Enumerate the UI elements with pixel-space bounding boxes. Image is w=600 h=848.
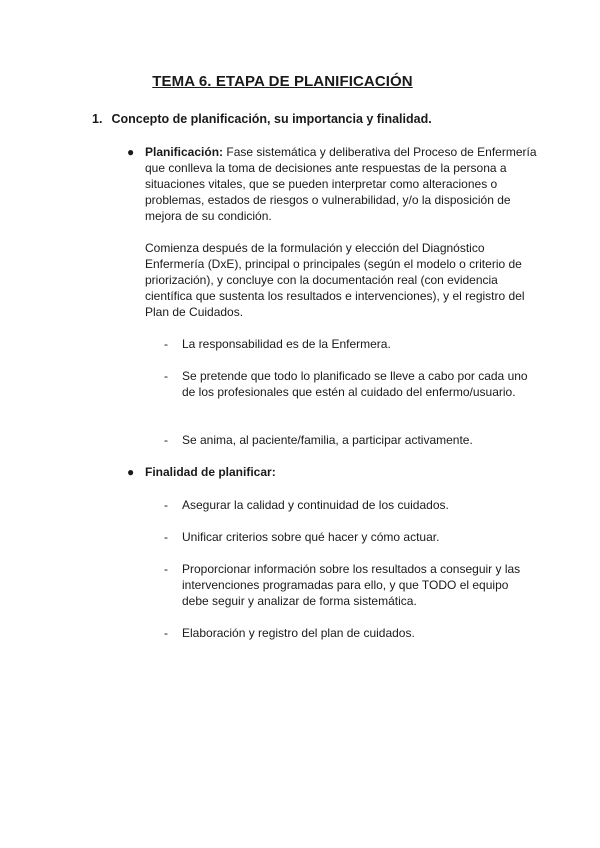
list-item: Se anima, al paciente/familia, a participar activamente. <box>182 433 473 447</box>
planificacion-term: Planificación: <box>145 145 224 159</box>
list-item: La responsabilidad es de la Enfermera. <box>182 337 391 351</box>
finalidad-heading: Finalidad de planificar: <box>145 465 276 479</box>
list-item: Asegurar la calidad y continuidad de los cuidados. <box>182 498 449 512</box>
dash-marker: - <box>164 626 168 640</box>
planificacion-definition-text: Fase sistemática y deliberativa del Proceso de Enfermería que conlleva la toma de decisiones ante respuestas de la persona a situaciones vitales, que se pueden interpretar como alteraciones o problemas, estados de riesgos o vulnerabilidad, y/o la disposición de mejora de su condición. <box>145 145 537 223</box>
section-heading-text: Concepto de planificación, su importancia y finalidad. <box>111 112 432 126</box>
list-item: Se pretende que todo lo planificado se lleve a cabo por cada uno de los profesionales que estén al cuidado del enfermo/usuario. <box>182 369 528 399</box>
list-item: Elaboración y registro del plan de cuidados. <box>182 626 415 640</box>
planificacion-definition <box>145 144 540 224</box>
dash-marker: - <box>164 530 168 544</box>
dash-marker: - <box>164 498 168 512</box>
dash-marker: - <box>164 562 168 576</box>
dash-marker: - <box>164 337 168 351</box>
list-item: Proporcionar información sobre los resultados a conseguir y las intervenciones programadas para ello, y que TODO el equipo debe seguir y analizar de forma sistemática. <box>182 562 521 608</box>
section-heading <box>92 112 432 126</box>
list-item: Unificar criterios sobre qué hacer y cómo actuar. <box>182 530 440 544</box>
planificacion-paragraph: Comienza después de la formulación y elección del Diagnóstico Enfermería (DxE), principal o principales (según el modelo o criterio de priorización), y concluye con la documentación real (con evidencia científica que sustenta los resultados e intervenciones), y el registro del Plan de Cuidados. <box>145 241 525 319</box>
section-number: 1. <box>92 112 103 126</box>
dash-marker: - <box>164 369 168 383</box>
dash-marker: - <box>164 433 168 447</box>
bullet-icon: ● <box>127 465 135 479</box>
bullet-icon: ● <box>127 145 135 159</box>
page-title: TEMA 6. ETAPA DE PLANIFICACIÓN <box>152 73 413 90</box>
